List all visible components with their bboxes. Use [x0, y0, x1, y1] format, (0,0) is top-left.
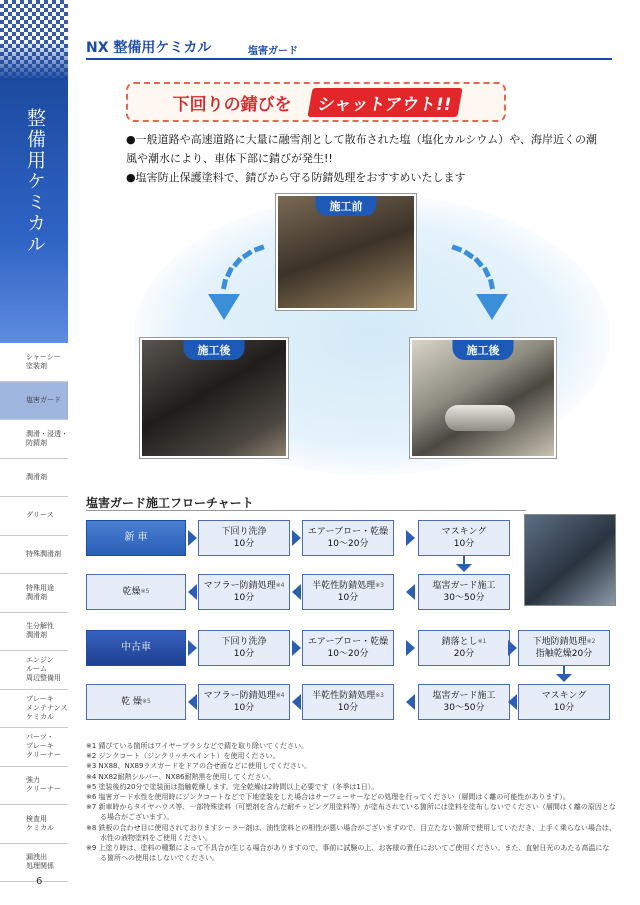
- flow-step-text: マスキング: [441, 527, 487, 537]
- flow-step: [86, 520, 186, 556]
- header-rule: [86, 58, 612, 60]
- footnote: ※7 新車時からタイヤハウス等、一部特殊塗料（可塑剤を含んだ耐チッピング用塗料等）が塗布されている箇所には塗料を塗布しないでください（層間はく離の原因となる場合がございます）。: [86, 803, 616, 822]
- arrow-right-icon: [406, 530, 415, 546]
- sidebar-item[interactable]: 潤滑剤: [0, 459, 68, 498]
- sidebar-item[interactable]: エンジン ルーム 周辺整備用: [0, 651, 68, 690]
- flow-step-text: 10分: [337, 593, 359, 603]
- flow-step: [518, 630, 610, 666]
- sidebar-item[interactable]: ブレーキ メンテナンス ケミカル: [0, 690, 68, 729]
- flow-step: [198, 630, 290, 666]
- flow-step: [86, 630, 186, 666]
- flow-step: [86, 684, 186, 720]
- flow-step-text: 10分: [553, 703, 575, 713]
- footnote: ※9 上塗り時は、塗料の種類によって不具合が生じる場合がありますので、事前に試験の上、お客様の責任においてご使用ください。また、直射日光のあたる高温になる箇所への使用はしないでください。: [86, 844, 610, 863]
- sidebar-item[interactable]: 潤滑・浸透・ 防錆剤: [0, 420, 68, 459]
- arrow-left-icon: [188, 694, 197, 710]
- flow-step: [198, 574, 290, 610]
- footnote-mark: ※4: [275, 582, 285, 589]
- sidebar-item[interactable]: グリース: [0, 497, 68, 536]
- flow-step-text: 新 車: [124, 532, 148, 543]
- flow-step-text: 10～20分: [327, 539, 369, 549]
- footnote-mark: ※2: [586, 638, 596, 645]
- footnote: ※1 錆びている箇所はワイヤーブラシなどで錆を取り除いてください。: [86, 742, 308, 750]
- arrow-right-icon: [508, 640, 517, 656]
- arrow-right-icon: [292, 530, 301, 546]
- flow-step-text: エアーブロー・乾燥: [307, 527, 389, 537]
- banner-text: 下回りの錆びを: [172, 94, 292, 115]
- flow-step-text: 10分: [233, 649, 255, 659]
- flow-step-text: 塩害ガード施工: [432, 691, 496, 701]
- page-subtitle: 塩害ガード: [248, 46, 298, 57]
- flow-step-text: 10分: [453, 539, 475, 549]
- flow-step-text: マフラー防錆処理$^{※4}$: [203, 691, 285, 701]
- sidebar-menu: [0, 343, 68, 882]
- arrow-right-icon: [292, 640, 301, 656]
- flow-step: [418, 684, 510, 720]
- flowchart-title: 塩害ガード施工フローチャート: [86, 496, 254, 510]
- photo-label: 施工前: [316, 196, 377, 216]
- flow-step-text: 下回り洗浄: [221, 637, 267, 647]
- sidebar-item[interactable]: 生分解性 潤滑剤: [0, 613, 68, 652]
- footnote: ※2 ジンクコート（ジンクリッチペイント）を使用ください。: [86, 752, 280, 761]
- sidebar-item[interactable]: 塩害ガード: [0, 382, 68, 421]
- flow-step-text: 10分: [233, 539, 255, 549]
- photo-after-muffler: [410, 338, 556, 458]
- bullet-text: ●一般道路や高速道路に大量に融雪剤として散布された塩（塩化カルシウム）や、海岸近くの潮風や潮水により、車体下部に錆びが発生!!: [126, 133, 597, 165]
- flow-step: [198, 684, 290, 720]
- flow-step-text: 10分: [337, 703, 359, 713]
- flow-step: [418, 574, 510, 610]
- arrow-left-icon: [292, 694, 301, 710]
- checker-fade: [0, 40, 68, 80]
- arrow-down-right-icon: [430, 236, 520, 326]
- car-lift-photo: [524, 514, 616, 606]
- sidebar-item[interactable]: 検査用 ケミカル: [0, 805, 68, 844]
- arrow-down-icon: [456, 564, 472, 572]
- muffler-shape: [445, 405, 515, 431]
- flow-step: [418, 630, 510, 666]
- arrow-left-icon: [406, 694, 415, 710]
- flow-step-text: マスキング: [541, 691, 587, 701]
- photo-after-chassis: [140, 338, 288, 458]
- arrow-down-icon: [556, 674, 572, 682]
- banner-highlight: シャットアウト!!: [307, 88, 462, 117]
- flowchart-rule: [86, 510, 526, 511]
- flow-step-text: 30～50分: [443, 593, 485, 603]
- photo-label: 施工後: [184, 340, 245, 360]
- page-title: NX 整備用ケミカル: [86, 40, 212, 56]
- flow-step: [302, 574, 394, 610]
- page-number: 6: [36, 876, 43, 887]
- flow-step-text: 下回り洗浄: [221, 527, 267, 537]
- footnote-mark: ※3: [375, 582, 384, 589]
- sidebar-item[interactable]: 特殊用途 潤滑剤: [0, 574, 68, 613]
- photo-before: [276, 194, 416, 310]
- footnote: ※3 NX88、NX89ラスガードをドアの合せ面などに使用してください。: [86, 762, 312, 771]
- flow-step-text: 10分: [233, 593, 255, 603]
- flow-step-text: 10分: [233, 703, 255, 713]
- arrow-left-icon: [508, 694, 517, 710]
- flow-step-text: 塩害ガード施工: [432, 581, 496, 591]
- flow-step-text: 中古車: [121, 642, 151, 653]
- photo-label: 施工後: [453, 340, 514, 360]
- sidebar: [0, 0, 68, 905]
- sidebar-item[interactable]: 漏洩出 処理関係: [0, 844, 68, 883]
- flow-step-text: マフラー防錆処理$^{※4}$: [203, 581, 285, 591]
- flow-step: [302, 684, 394, 720]
- flow-step-text: 20分: [453, 649, 475, 659]
- bullet-text: ●塩害防止保護塗料で、錆びから守る防錆処理をおすすめいたします: [126, 171, 466, 184]
- flow-step: [518, 684, 610, 720]
- footnote: ※8 鉄板の合わせ目に使用されておりますシーラー剤は、油性塗料との相性が悪い場合がございますので、目立たない箇所で使用していただき、上手く乗らない場合は、水性の液物塗料をご使用ください。: [86, 823, 616, 842]
- arrow-left-icon: [292, 584, 301, 600]
- flow-step-text: 指触乾燥20分: [535, 649, 593, 659]
- sidebar-item[interactable]: 強力 クリーナー: [0, 767, 68, 806]
- sidebar-item[interactable]: シャーシー 塗装剤: [0, 343, 68, 382]
- flow-step: [418, 520, 510, 556]
- flow-step-text: エアーブロー・乾燥: [307, 637, 389, 647]
- flow-step-text: 下地防錆処理$^{※2}$: [532, 637, 596, 647]
- arrow-left-icon: [406, 584, 415, 600]
- arrow-right-icon: [188, 530, 197, 546]
- footnote-mark: ※3: [375, 692, 384, 699]
- footnote: ※4 NX82耐熱シルバー、NX86耐熱黒を使用してください。: [86, 772, 276, 781]
- arrow-down-left-icon: [196, 236, 286, 326]
- sidebar-title: 整備用ケミカル: [24, 108, 46, 255]
- footnote-mark: ※1: [477, 638, 487, 645]
- footnote-mark: ※4: [275, 692, 285, 699]
- arrow-left-icon: [188, 584, 197, 600]
- flow-step-text: 半乾性防錆処理$^{※3}$: [312, 691, 384, 701]
- footnote: ※5 塗装後約20分で塗装面は指触乾燥します。完全乾燥は2時間以上必要です（冬季は1日）。: [86, 782, 379, 791]
- flow-step-text: 半乾性防錆処理$^{※3}$: [312, 581, 384, 591]
- flow-step-text: 10～20分: [327, 649, 369, 659]
- footnotes: [86, 741, 616, 863]
- flow-step: [198, 520, 290, 556]
- flow-step: [302, 520, 394, 556]
- sidebar-item[interactable]: 特殊潤滑剤: [0, 536, 68, 575]
- flow-step-text: 乾 燥$^{※5}$: [121, 697, 151, 707]
- footnote: ※6 塩害ガード水性を使用時にジンクコートなどで下地塗装をした場合はサーフェーサーなどの処理を行ってください（層間はく離の可能性があります）。: [86, 793, 570, 802]
- footnote-mark: ※5: [142, 698, 151, 705]
- flow-step: [302, 630, 394, 666]
- flow-step-text: 錆落とし$^{※1}$: [441, 637, 487, 647]
- sidebar-item[interactable]: パーツ・ ブレーキ クリーナー: [0, 728, 68, 767]
- flow-step-text: 乾燥$^{※5}$: [122, 587, 150, 597]
- arrow-right-icon: [188, 640, 197, 656]
- headline-banner: [126, 82, 506, 122]
- footnote-mark: ※5: [140, 588, 150, 595]
- flow-step-text: 30～50分: [443, 703, 485, 713]
- arrow-right-icon: [406, 640, 415, 656]
- flow-step: [86, 574, 186, 610]
